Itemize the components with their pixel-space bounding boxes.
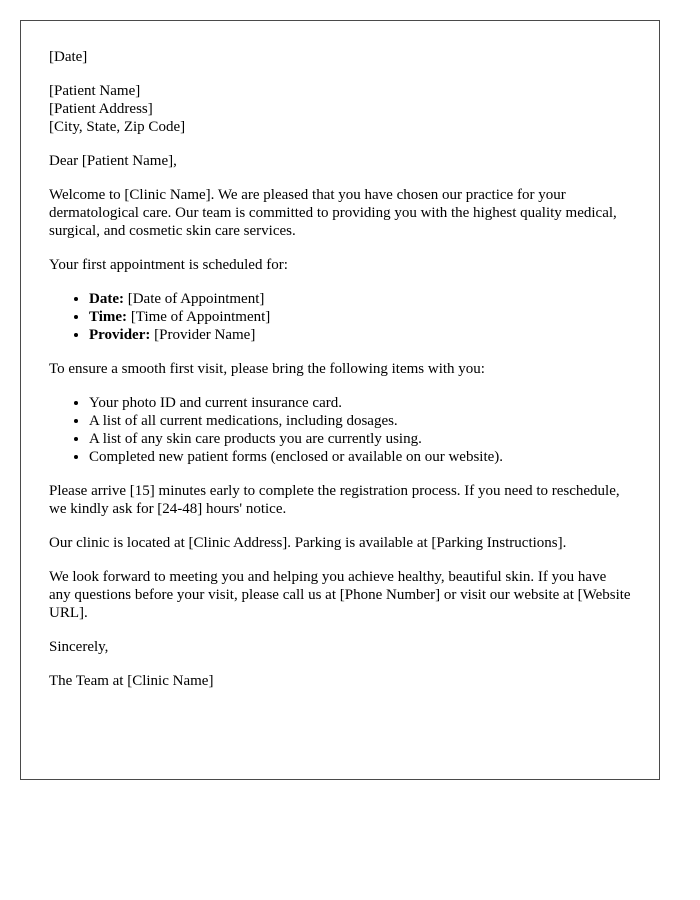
appointment-date-item	[89, 290, 631, 308]
location-paragraph: Our clinic is located at [Clinic Address]. Parking is available at [Parking Instructions].	[49, 535, 567, 551]
appointment-time-item	[89, 308, 631, 326]
recipient-city-state-zip: [City, State, Zip Code]	[49, 119, 186, 135]
list-item: • Your photo ID and current insurance card.	[89, 394, 631, 412]
appointment-time-value: [Time of Appointment]	[127, 309, 271, 325]
appointment-lead: Your first appointment is scheduled for:	[49, 257, 288, 273]
appointment-time-label: Time:	[89, 309, 128, 325]
appointment-date-label: Date:	[89, 291, 124, 307]
appointment-provider-item	[89, 326, 631, 344]
recipient-address-block	[49, 82, 631, 136]
appointment-provider-value: [Provider Name]	[150, 327, 256, 343]
bring-items-lead: To ensure a smooth first visit, please bring the following items with you:	[49, 361, 485, 377]
salutation: Dear [Patient Name],	[49, 153, 177, 169]
appointment-date-value: [Date of Appointment]	[123, 291, 265, 307]
list-item: • Completed new patient forms (enclosed or available on our website).	[89, 448, 631, 466]
arrival-paragraph: Please arrive [15] minutes early to complete the registration process. If you need to reschedule, we kindly ask for [24-48] hours' notice.	[49, 483, 620, 517]
recipient-address: [Patient Address]	[49, 101, 153, 117]
bring-items-list	[49, 394, 631, 466]
list-item: • A list of any skin care products you are currently using.	[89, 430, 631, 448]
closing-paragraph: We look forward to meeting you and helping you achieve healthy, beautiful skin. If you have any questions before your visit, please call us at [Phone Number] or visit our website at [Website URL].	[49, 569, 631, 621]
appointment-details-list	[49, 290, 631, 344]
letter-page	[20, 20, 660, 780]
signoff: Sincerely,	[49, 639, 109, 655]
list-item: • A list of all current medications, including dosages.	[89, 412, 631, 430]
signature: The Team at [Clinic Name]	[49, 673, 214, 689]
recipient-name: [Patient Name]	[49, 83, 141, 99]
intro-paragraph: Welcome to [Clinic Name]. We are pleased that you have chosen our practice for your dermatological care. Our team is committed to providing you with the highest quality medical, surgical, and cosmetic skin care services.	[49, 187, 617, 239]
letter-date: [Date]	[49, 49, 88, 65]
appointment-provider-label: Provider:	[89, 327, 151, 343]
